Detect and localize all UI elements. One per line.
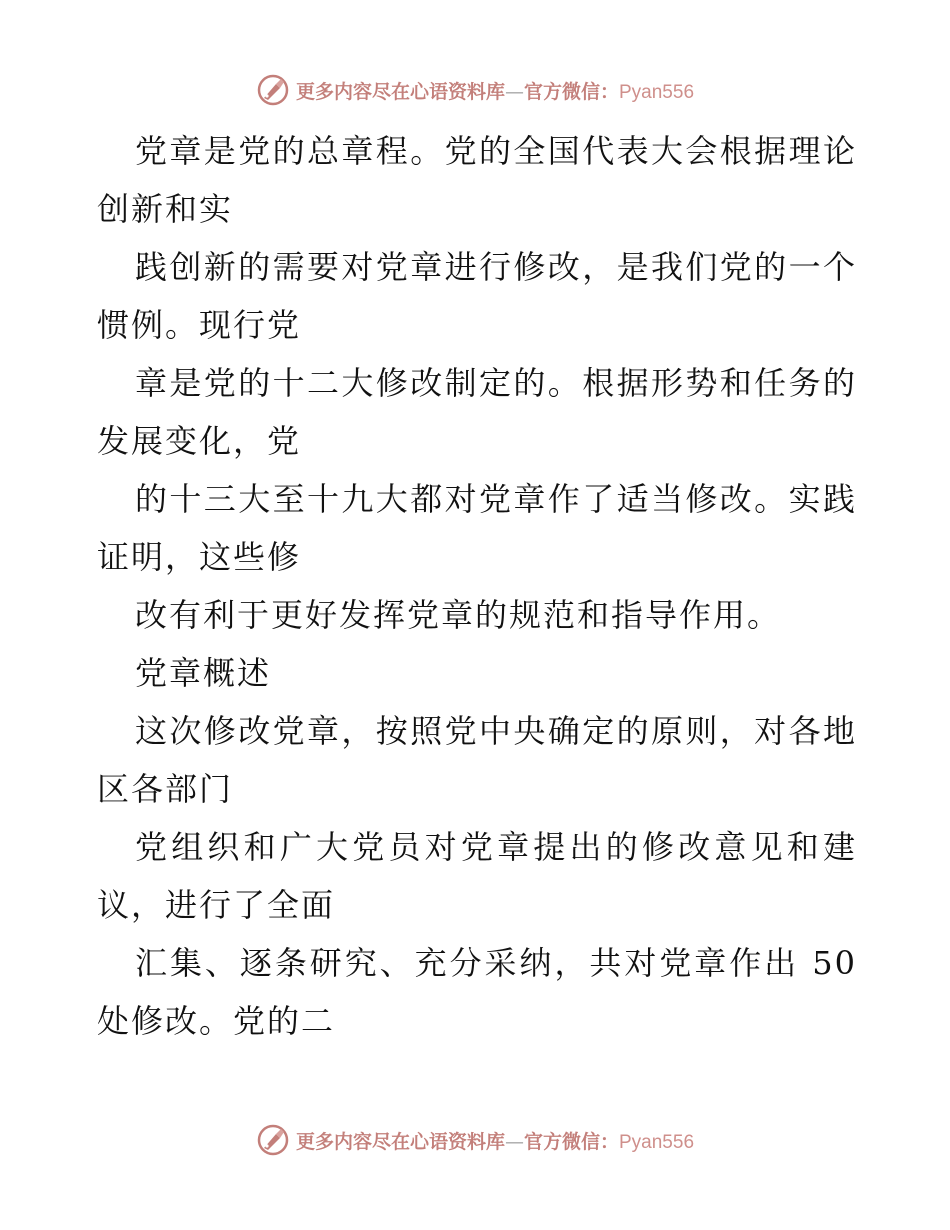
- paragraph: 这次修改党章，按照党中央确定的原则，对各地区各部门: [97, 712, 857, 808]
- header-watermark: [0, 70, 950, 110]
- watermark-site-name: 更多内容尽在心语资料库: [295, 1130, 505, 1153]
- watermark-wechat-label: 官方微信：: [523, 80, 619, 103]
- paragraph: 章是党的十二大修改制定的。根据形势和任务的发展变化，党: [97, 364, 857, 460]
- watermark-dash: —: [504, 80, 524, 103]
- watermark-text: [296, 1127, 694, 1154]
- pen-logo-icon: [256, 73, 290, 107]
- paragraph: 的十三大至十九大都对党章作了适当修改。实践证明，这些修: [97, 480, 857, 576]
- paragraph: 改有利于更好发挥党章的规范和指导作用。: [135, 596, 782, 634]
- section-heading: 党章概述: [135, 654, 272, 692]
- pen-logo-icon: [256, 1123, 290, 1157]
- watermark-wechat-id: Pyan556: [619, 81, 695, 103]
- paragraph: 汇集、逐条研究、充分采纳，共对党章作出 50 处修改。党的二: [97, 944, 857, 1040]
- watermark-text: [296, 77, 694, 104]
- paragraph: 践创新的需要对党章进行修改，是我们党的一个惯例。现行党: [97, 248, 857, 344]
- watermark-site-name: 更多内容尽在心语资料库: [295, 80, 505, 103]
- paragraph: 党组织和广大党员对党章提出的修改意见和建议，进行了全面: [97, 828, 857, 924]
- paragraph: 党章是党的总章程。党的全国代表大会根据理论创新和实: [97, 132, 857, 228]
- watermark-wechat-label: 官方微信：: [523, 1130, 619, 1153]
- watermark-dash: —: [504, 1130, 524, 1153]
- document-body: [97, 122, 857, 1050]
- footer-watermark: [0, 1120, 950, 1160]
- watermark-wechat-id: Pyan556: [619, 1131, 695, 1153]
